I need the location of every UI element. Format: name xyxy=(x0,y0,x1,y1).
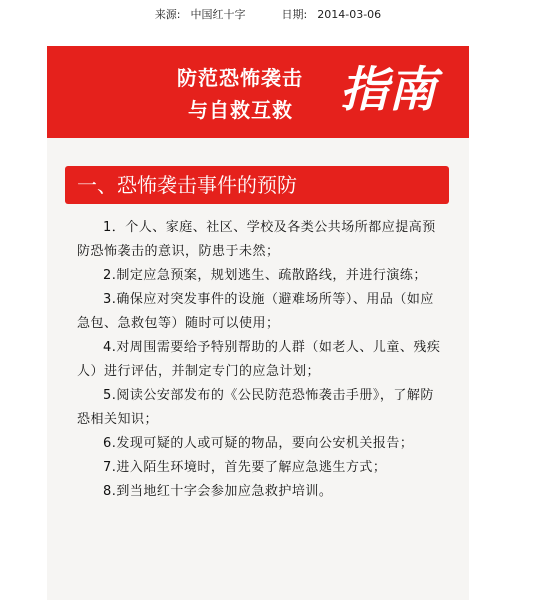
list-item: 6.发现可疑的人或可疑的物品，要向公安机关报告； xyxy=(103,436,414,451)
banner-title-line1: 防范恐怖袭击 xyxy=(177,66,303,90)
section-title: 一、恐怖袭击事件的预防 xyxy=(77,173,297,197)
list-item: 3.确保应对突发事件的设施（避难场所等）、用品（如应急包、急救包等）随时可以使用； xyxy=(77,292,434,331)
source-value: 中国红十字 xyxy=(190,8,246,21)
article-meta xyxy=(0,6,536,22)
content-panel xyxy=(47,138,469,600)
list-item: 4.对周围需要给予特别帮助的人群（如老人、儿童、残疾人）进行评估，并制定专门的应急计划； xyxy=(77,340,441,379)
list-item: 5.阅读公安部发布的《公民防范恐怖袭击手册》，了解防恐相关知识； xyxy=(77,388,434,427)
banner-big-title: 指南 xyxy=(340,62,437,118)
date-value: 2014-03-06 xyxy=(317,8,382,21)
prevention-list xyxy=(77,216,445,504)
list-item: 7.进入陌生环境时，首先要了解应急逃生方式； xyxy=(103,460,387,475)
date-label: 日期: xyxy=(281,8,308,21)
guide-banner xyxy=(47,46,469,138)
banner-title-line2: 与自救互救 xyxy=(188,98,293,122)
list-item: 8.到当地红十字会参加应急救护培训。 xyxy=(103,484,333,499)
source-label: 来源: xyxy=(154,8,181,21)
list-item: 2.制定应急预案，规划逃生、疏散路线，并进行演练； xyxy=(103,268,427,283)
section-header xyxy=(65,166,449,204)
list-item: 1．个人、家庭、社区、学校及各类公共场所都应提高预防恐怖袭击的意识，防患于未然； xyxy=(77,220,436,259)
